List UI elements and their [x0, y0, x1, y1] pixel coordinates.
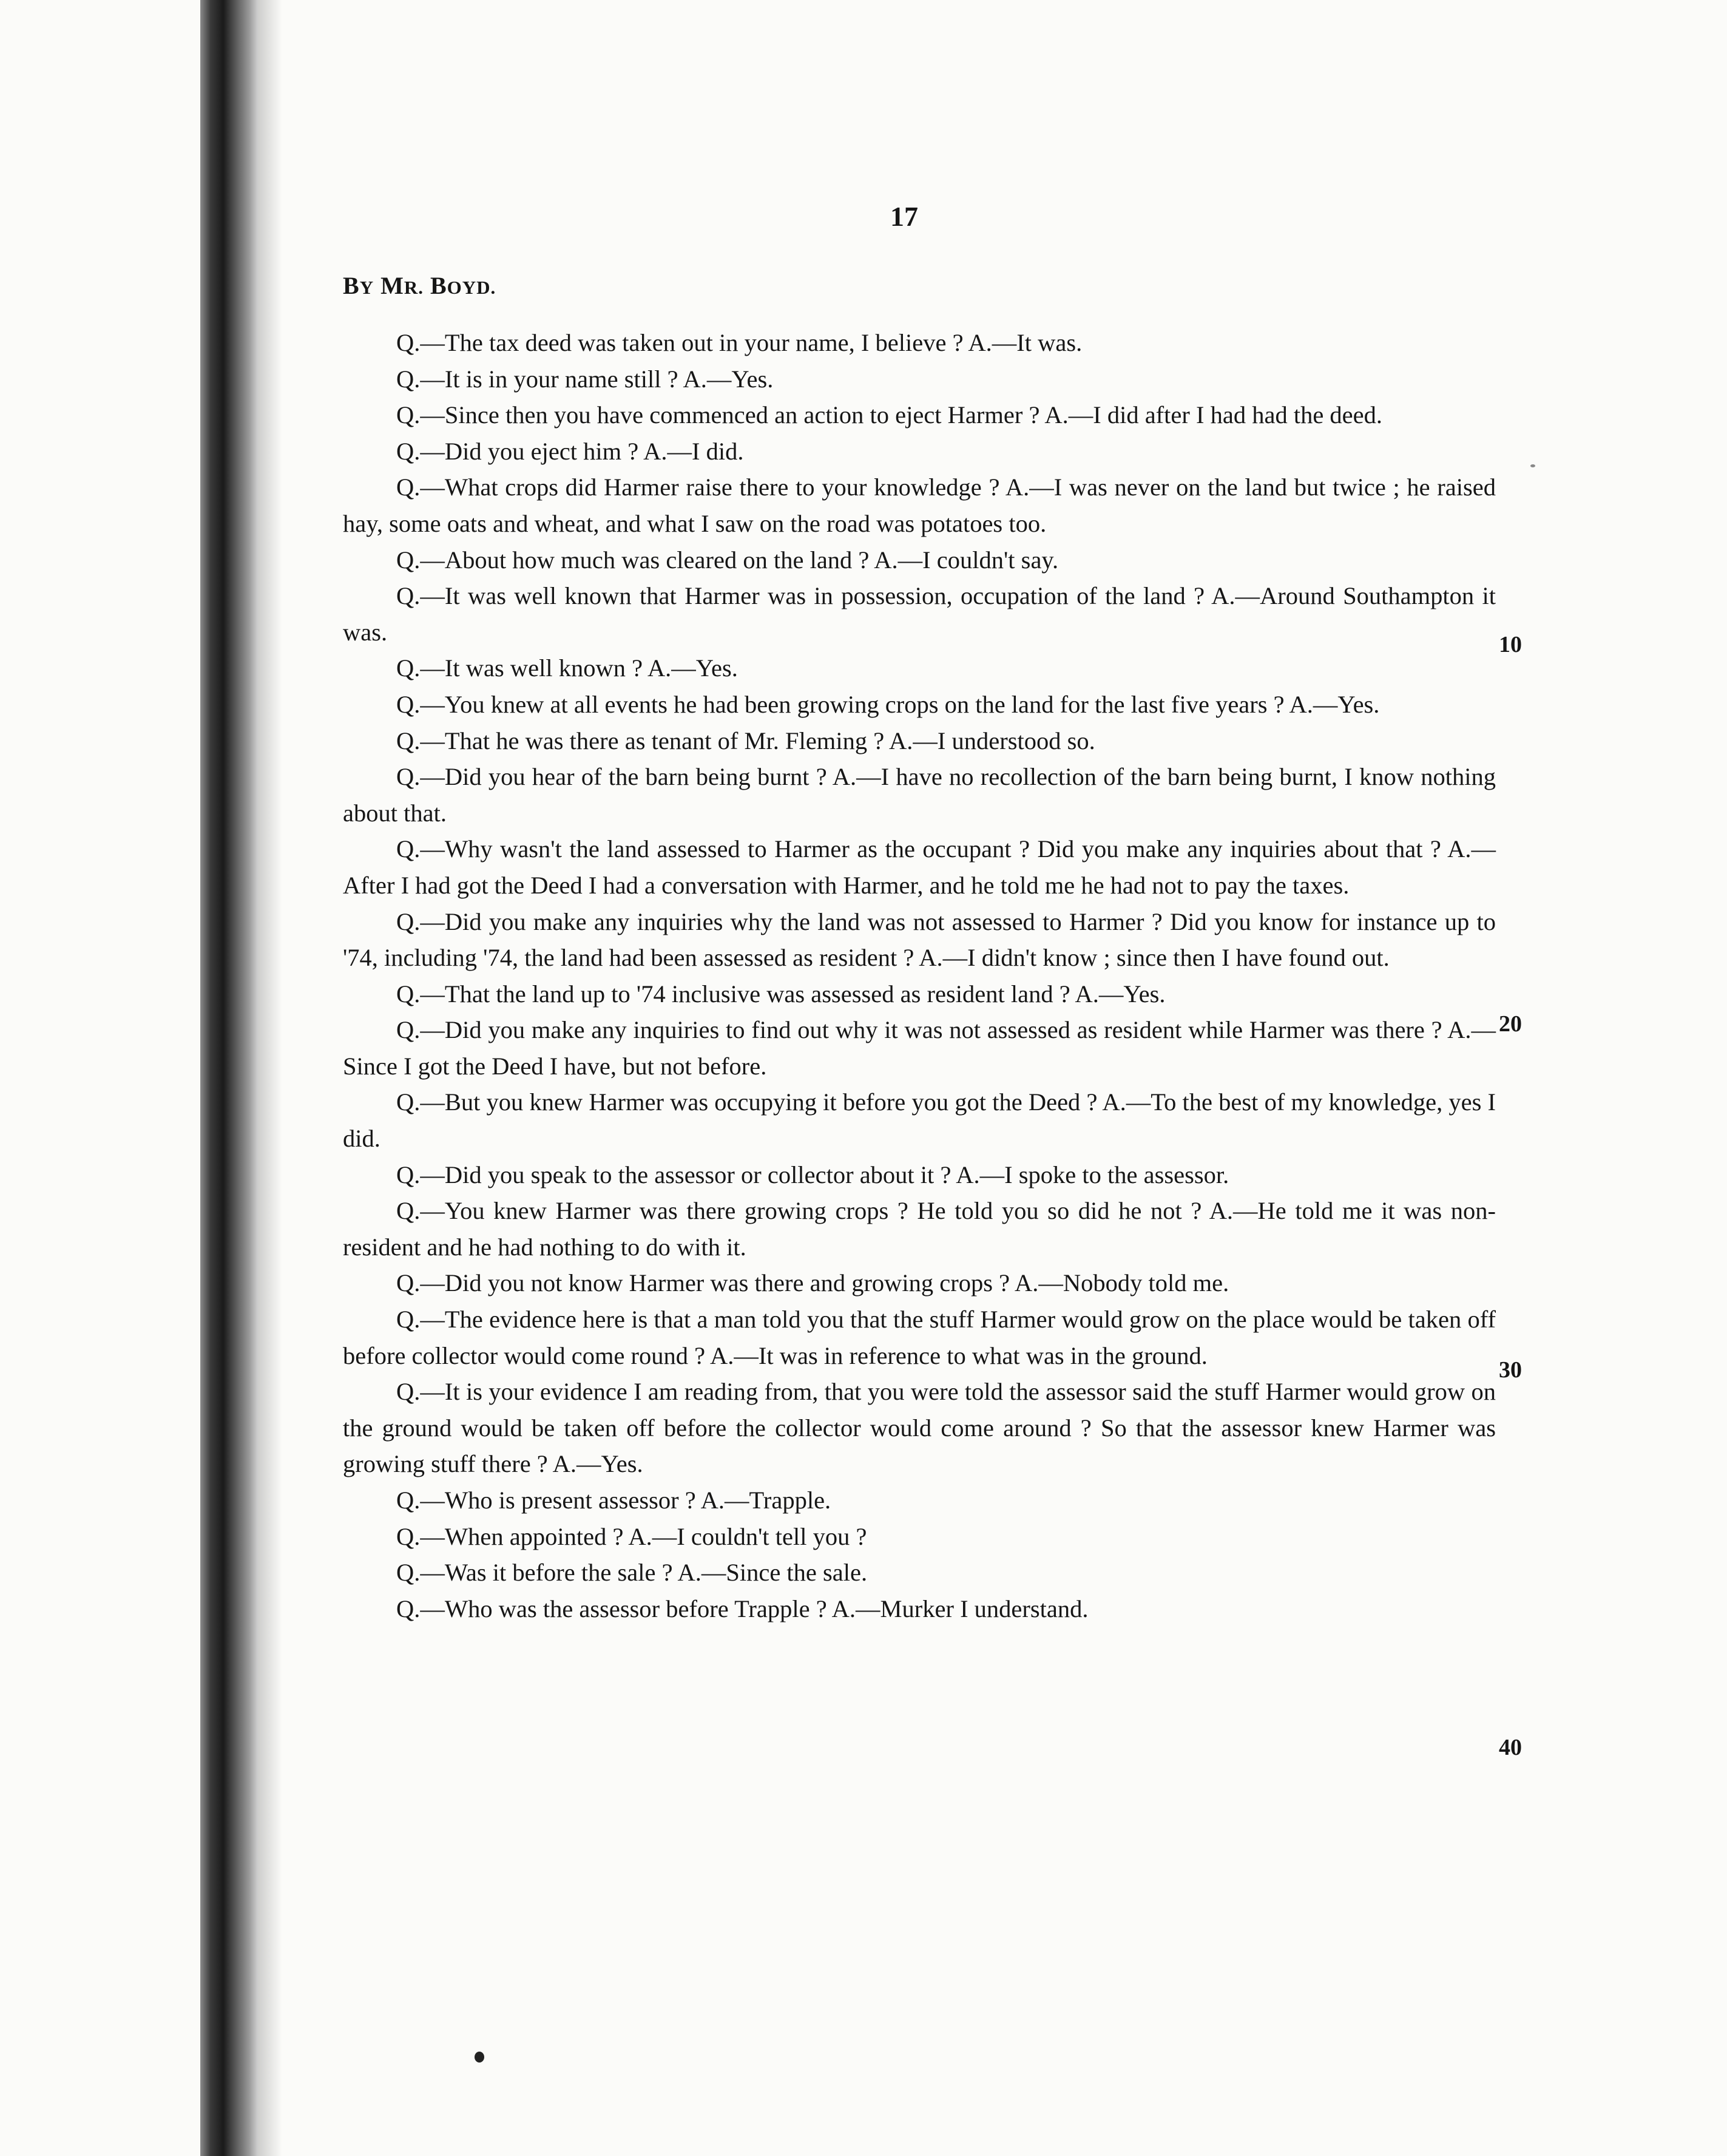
qa-paragraph: Q.—Did you eject him ? A.—I did.: [396, 437, 744, 465]
qa-paragraph: Q.—Who was the assessor before Trapple ? A.—Murker I understand.: [396, 1595, 1089, 1622]
qa-paragraph: Q.—About how much was cleared on the land ? A.—I couldn't say.: [396, 546, 1059, 574]
testimony-body: [343, 325, 1496, 1627]
qa-paragraph: Q.—Since then you have commenced an action to eject Harmer ? A.—I did after I had had the deed.: [396, 401, 1383, 429]
line-number-40: 40: [1499, 1735, 1522, 1760]
qa-paragraph: Q.—But you knew Harmer was occupying it before you got the Deed ? A.—To the best of my knowledge, yes I did.: [343, 1088, 1496, 1153]
qa-paragraph: Q.—Did you make any inquiries to find out why it was not assessed as resident while Harmer was there ? A.—Since I got the Deed I have, but not before.: [343, 1016, 1496, 1080]
examiner-name-rest: OYD.: [447, 277, 496, 298]
qa-paragraph: Q.—The tax deed was taken out in your name, I believe ? A.—It was.: [396, 329, 1083, 356]
ink-speck: [1530, 464, 1535, 467]
qa-paragraph: Q.—Did you speak to the assessor or collector about it ? A.—I spoke to the assessor.: [396, 1161, 1229, 1188]
book-binding-edge: [200, 0, 258, 2156]
binding-shadow: [258, 0, 282, 2156]
qa-paragraph: Q.—Did you hear of the barn being burnt ? A.—I have no recollection of the barn being burnt, I know nothing about that.: [343, 763, 1496, 827]
line-number-10: 10: [1499, 632, 1522, 657]
qa-paragraph: Q.—It was well known ? A.—Yes.: [396, 654, 738, 682]
line-number-20: 20: [1499, 1011, 1522, 1037]
qa-paragraph: Q.—It was well known that Harmer was in possession, occupation of the land ? A.—Around Southampton it was.: [343, 582, 1496, 646]
qa-paragraph: Q.—That he was there as tenant of Mr. Fleming ? A.—I understood so.: [396, 727, 1095, 754]
qa-paragraph: Q.—Did you make any inquiries why the land was not assessed to Harmer ? Did you know for instance up to '74, including '74, the land had been assessed as resident ? A.—I didn't know ; since then I have found out.: [343, 907, 1496, 972]
qa-paragraph: Q.—It is in your name still ? A.—Yes.: [396, 365, 774, 393]
qa-paragraph: Q.—That the land up to '74 inclusive was assessed as resident land ? A.—Yes.: [396, 980, 1166, 1008]
qa-paragraph: Q.—What crops did Harmer raise there to your knowledge ? A.—I was never on the land but twice ; he raised hay, some oats and wheat, and what I saw on the road was potatoes too.: [343, 473, 1496, 537]
examiner-heading: [343, 271, 496, 300]
qa-paragraph: Q.—Was it before the sale ? A.—Since the sale.: [396, 1559, 868, 1587]
qa-paragraph: Q.—Why wasn't the land assessed to Harmer as the occupant ? Did you make any inquiries about that ? A.—After I had got the Deed I had a conversation with Harmer, and he told me he had not to pay the taxes.: [343, 835, 1496, 899]
ink-speck: [475, 2052, 484, 2063]
examiner-name-initial: B: [430, 272, 447, 299]
examiner-prefix-initial: B: [343, 272, 360, 299]
qa-paragraph: Q.—Who is present assessor ? A.—Trapple.: [396, 1486, 831, 1514]
qa-paragraph: Q.—You knew at all events he had been growing crops on the land for the last five years ? A.—Yes.: [396, 690, 1380, 718]
qa-paragraph: Q.—It is your evidence I am reading from, that you were told the assessor said the stuff Harmer would grow on the ground would be taken off before the collector would come around ? So that the assessor knew Harmer was growing stuff there ? A.—Yes.: [343, 1378, 1496, 1478]
qa-paragraph: Q.—The evidence here is that a man told you that the stuff Harmer would grow on the place would be taken off before collector would come round ? A.—It was in reference to what was in the ground.: [343, 1306, 1496, 1369]
page-number: 17: [890, 201, 918, 232]
qa-paragraph: Q.—Did you not know Harmer was there and growing crops ? A.—Nobody told me.: [396, 1269, 1229, 1297]
qa-paragraph: Q.—You knew Harmer was there growing crops ? He told you so did he not ? A.—He told me it was non-resident and he had nothing to do with it.: [343, 1197, 1496, 1261]
qa-paragraph: Q.—When appointed ? A.—I couldn't tell you ?: [396, 1522, 867, 1550]
examiner-title-initial: M: [380, 272, 404, 299]
examiner-title-rest: R.: [404, 277, 424, 298]
examiner-prefix-rest: Y: [359, 277, 374, 298]
line-number-30: 30: [1499, 1357, 1522, 1383]
